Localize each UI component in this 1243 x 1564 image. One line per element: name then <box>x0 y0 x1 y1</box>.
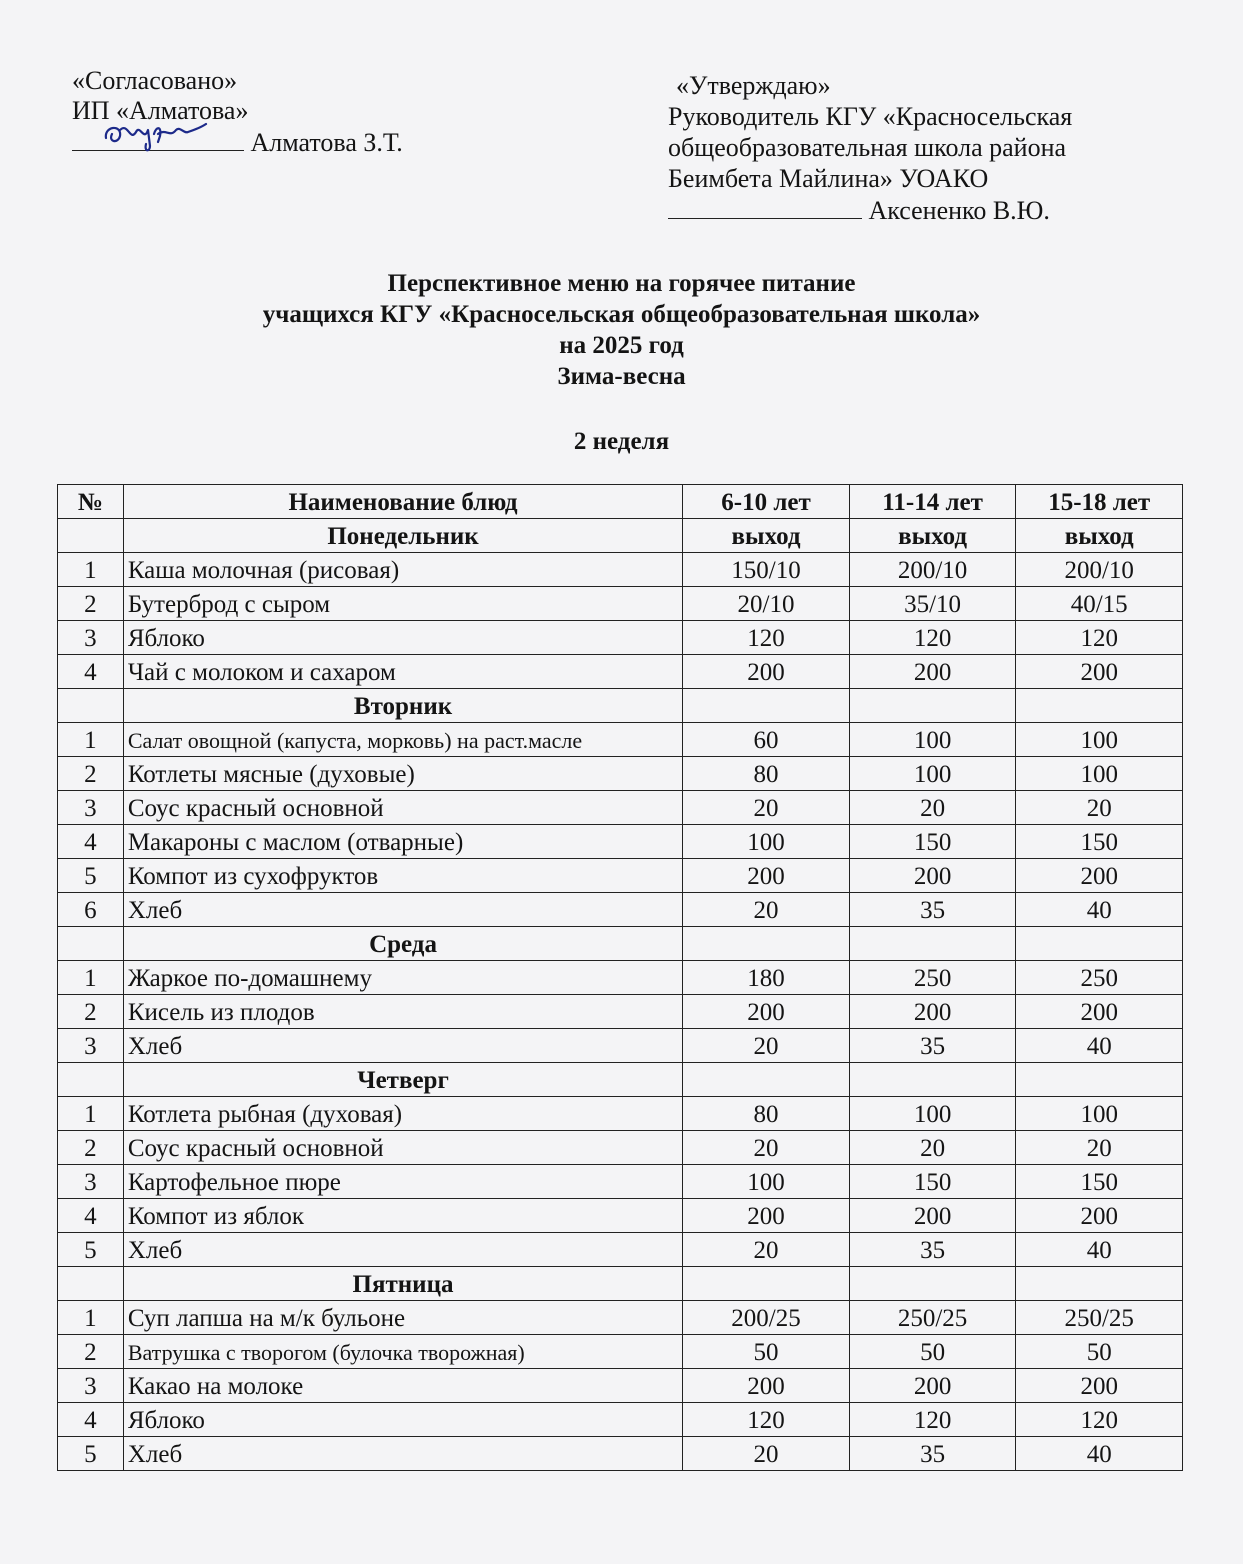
yield-6-10: 200 <box>683 859 850 893</box>
yield-15-18: 200 <box>1016 655 1183 689</box>
empty-cell <box>1016 689 1183 723</box>
yield-15-18: 250 <box>1016 961 1183 995</box>
dish-number: 3 <box>58 1029 124 1063</box>
yield-15-18: 100 <box>1016 1097 1183 1131</box>
yield-6-10: 100 <box>683 825 850 859</box>
yield-6-10: 120 <box>683 1403 850 1437</box>
yield-6-10: 150/10 <box>683 553 850 587</box>
yield-11-14: 200 <box>849 995 1016 1029</box>
approval-right-school: общеобразовательная школа района <box>668 133 1067 162</box>
empty-cell <box>849 927 1016 961</box>
table-row <box>58 893 1183 927</box>
table-row <box>58 553 1183 587</box>
signature-underline <box>72 126 244 151</box>
yield-6-10: 80 <box>683 1097 850 1131</box>
dish-name: Кисель из плодов <box>123 995 682 1029</box>
approval-block-left <box>72 66 403 158</box>
signature-underline <box>668 194 862 219</box>
yield-6-10: 80 <box>683 757 850 791</box>
dish-number: 5 <box>58 859 124 893</box>
table-row <box>58 825 1183 859</box>
dish-name: Хлеб <box>123 1029 682 1063</box>
table-row <box>58 1369 1183 1403</box>
approval-right-heading: «Утверждаю» <box>676 71 831 100</box>
table-row <box>58 1335 1183 1369</box>
table-row <box>58 1199 1183 1233</box>
empty-cell <box>683 689 850 723</box>
dish-number: 4 <box>58 1199 124 1233</box>
yield-11-14: 35/10 <box>849 587 1016 621</box>
yield-15-18: 200 <box>1016 995 1183 1029</box>
yield-15-18: 40 <box>1016 893 1183 927</box>
yield-11-14: 200 <box>849 1199 1016 1233</box>
yield-11-14: 120 <box>849 1403 1016 1437</box>
dish-number: 2 <box>58 1335 124 1369</box>
document-title <box>0 268 1243 392</box>
yield-6-10: 180 <box>683 961 850 995</box>
approval-left-org: ИП «Алматова» <box>72 96 249 125</box>
table-row <box>58 1301 1183 1335</box>
yield-15-18: 200/10 <box>1016 553 1183 587</box>
yield-11-14: 100 <box>849 723 1016 757</box>
table-row <box>58 587 1183 621</box>
yield-6-10: 20 <box>683 791 850 825</box>
header-number: № <box>58 485 124 519</box>
yield-6-10: 50 <box>683 1335 850 1369</box>
dish-name: Соус красный основной <box>123 791 682 825</box>
header-age-6-10: 6-10 лет <box>683 485 850 519</box>
table-row <box>58 1233 1183 1267</box>
yield-6-10: 20 <box>683 1437 850 1471</box>
menu-table-body <box>58 485 1183 1471</box>
day-row <box>58 519 1183 553</box>
day-row <box>58 927 1183 961</box>
header-dish-name: Наименование блюд <box>123 485 682 519</box>
empty-cell <box>1016 927 1183 961</box>
dish-name: Яблоко <box>123 621 682 655</box>
dish-number: 3 <box>58 791 124 825</box>
dish-name: Макароны с маслом (отварные) <box>123 825 682 859</box>
dish-number: 5 <box>58 1233 124 1267</box>
dish-name: Котлеты мясные (духовые) <box>123 757 682 791</box>
day-row <box>58 1267 1183 1301</box>
day-number-cell <box>58 1267 124 1301</box>
yield-6-10: 20 <box>683 1029 850 1063</box>
yield-11-14: 100 <box>849 1097 1016 1131</box>
table-row <box>58 655 1183 689</box>
yield-6-10: 20 <box>683 1233 850 1267</box>
approval-left-signature-line <box>72 126 403 158</box>
approval-right-signature-line <box>668 194 1072 226</box>
table-row <box>58 1029 1183 1063</box>
yield-6-10: 200/25 <box>683 1301 850 1335</box>
yield-11-14: 35 <box>849 893 1016 927</box>
yield-11-14: 150 <box>849 1165 1016 1199</box>
dish-number: 2 <box>58 757 124 791</box>
yield-15-18: 40 <box>1016 1029 1183 1063</box>
day-row <box>58 1063 1183 1097</box>
yield-6-10: 200 <box>683 1369 850 1403</box>
dish-name: Соус красный основной <box>123 1131 682 1165</box>
yield-15-18: 40/15 <box>1016 587 1183 621</box>
yield-6-10: 20 <box>683 1131 850 1165</box>
yield-15-18: 20 <box>1016 1131 1183 1165</box>
table-row <box>58 1097 1183 1131</box>
handwritten-signature-icon <box>100 112 210 156</box>
empty-cell <box>683 1063 850 1097</box>
dish-number: 4 <box>58 1403 124 1437</box>
header-age-15-18: 15-18 лет <box>1016 485 1183 519</box>
empty-cell <box>849 689 1016 723</box>
dish-number: 2 <box>58 1131 124 1165</box>
day-number-cell <box>58 689 124 723</box>
approval-right-signer: Аксененко В.Ю. <box>868 196 1050 225</box>
approval-right-position: Руководитель КГУ «Красносельская <box>668 102 1073 131</box>
dish-name: Салат овощной (капуста, морковь) на раст.масле <box>123 723 682 757</box>
yield-15-18: 200 <box>1016 1199 1183 1233</box>
table-row <box>58 1131 1183 1165</box>
dish-number: 1 <box>58 961 124 995</box>
day-name: Среда <box>123 927 682 961</box>
yield-15-18: 40 <box>1016 1233 1183 1267</box>
table-row <box>58 621 1183 655</box>
yield-11-14: 150 <box>849 825 1016 859</box>
table-row <box>58 859 1183 893</box>
yield-6-10: 200 <box>683 1199 850 1233</box>
dish-name: Картофельное пюре <box>123 1165 682 1199</box>
dish-name: Компот из сухофруктов <box>123 859 682 893</box>
table-row <box>58 1403 1183 1437</box>
title-line-3: на 2025 год <box>559 332 684 359</box>
yield-15-18: 200 <box>1016 1369 1183 1403</box>
dish-name: Жаркое по-домашнему <box>123 961 682 995</box>
dish-number: 3 <box>58 621 124 655</box>
dish-number: 1 <box>58 723 124 757</box>
dish-number: 2 <box>58 995 124 1029</box>
dish-name: Суп лапша на м/к бульоне <box>123 1301 682 1335</box>
yield-15-18: 250/25 <box>1016 1301 1183 1335</box>
yield-15-18: 20 <box>1016 791 1183 825</box>
day-row <box>58 689 1183 723</box>
dish-name: Какао на молоке <box>123 1369 682 1403</box>
dish-number: 1 <box>58 1097 124 1131</box>
dish-name: Бутерброд с сыром <box>123 587 682 621</box>
dish-name: Котлета рыбная (духовая) <box>123 1097 682 1131</box>
table-row <box>58 723 1183 757</box>
yield-15-18: 120 <box>1016 1403 1183 1437</box>
dish-name: Хлеб <box>123 1437 682 1471</box>
yield-11-14: 50 <box>849 1335 1016 1369</box>
yield-11-14: 200 <box>849 859 1016 893</box>
approval-right-district: Беимбета Майлина» УОАКО <box>668 164 989 193</box>
title-line-1: Перспективное меню на горячее питание <box>387 270 856 297</box>
day-name: Вторник <box>123 689 682 723</box>
yield-11-14: 250 <box>849 961 1016 995</box>
yield-11-14: 20 <box>849 791 1016 825</box>
yield-6-10: 60 <box>683 723 850 757</box>
approval-left-signer: Алматова З.Т. <box>250 128 403 157</box>
day-name: Пятница <box>123 1267 682 1301</box>
dish-name: Хлеб <box>123 893 682 927</box>
dish-name: Каша молочная (рисовая) <box>123 553 682 587</box>
dish-number: 1 <box>58 553 124 587</box>
yield-11-14: 20 <box>849 1131 1016 1165</box>
yield-15-18: 120 <box>1016 621 1183 655</box>
header-age-11-14: 11-14 лет <box>849 485 1016 519</box>
yield-6-10: 200 <box>683 655 850 689</box>
yield-11-14: 35 <box>849 1029 1016 1063</box>
dish-number: 4 <box>58 655 124 689</box>
menu-table <box>57 484 1183 1471</box>
yield-11-14: 35 <box>849 1437 1016 1471</box>
yield-11-14: 35 <box>849 1233 1016 1267</box>
yield-6-10: 200 <box>683 995 850 1029</box>
empty-cell <box>849 1267 1016 1301</box>
yield-6-10: 120 <box>683 621 850 655</box>
day-name: Понедельник <box>123 519 682 553</box>
yield-15-18: 40 <box>1016 1437 1183 1471</box>
table-header-row <box>58 485 1183 519</box>
yield-6-10: 20/10 <box>683 587 850 621</box>
day-name: Четверг <box>123 1063 682 1097</box>
yield-6-10: 100 <box>683 1165 850 1199</box>
dish-name: Компот из яблок <box>123 1199 682 1233</box>
yield-11-14: 250/25 <box>849 1301 1016 1335</box>
dish-number: 6 <box>58 893 124 927</box>
approval-block-right <box>668 70 1072 226</box>
day-number-cell <box>58 1063 124 1097</box>
header-yield: выход <box>683 519 850 553</box>
title-line-2: учащихся КГУ «Красносельская общеобразовательная школа» <box>262 301 981 328</box>
table-row <box>58 1165 1183 1199</box>
day-number-cell <box>58 519 124 553</box>
header-yield: выход <box>1016 519 1183 553</box>
dish-name: Ватрушка с творогом (булочка творожная) <box>123 1335 682 1369</box>
dish-name: Яблоко <box>123 1403 682 1437</box>
table-row <box>58 791 1183 825</box>
week-label: 2 неделя <box>573 428 670 455</box>
dish-number: 3 <box>58 1165 124 1199</box>
empty-cell <box>1016 1063 1183 1097</box>
dish-name: Чай с молоком и сахаром <box>123 655 682 689</box>
empty-cell <box>849 1063 1016 1097</box>
empty-cell <box>1016 1267 1183 1301</box>
yield-15-18: 100 <box>1016 723 1183 757</box>
yield-11-14: 100 <box>849 757 1016 791</box>
empty-cell <box>683 1267 850 1301</box>
header-yield: выход <box>849 519 1016 553</box>
approval-left-heading: «Согласовано» <box>72 66 238 95</box>
dish-name: Хлеб <box>123 1233 682 1267</box>
dish-number: 1 <box>58 1301 124 1335</box>
dish-number: 3 <box>58 1369 124 1403</box>
dish-number: 4 <box>58 825 124 859</box>
yield-15-18: 150 <box>1016 1165 1183 1199</box>
table-row <box>58 1437 1183 1471</box>
yield-15-18: 200 <box>1016 859 1183 893</box>
empty-cell <box>683 927 850 961</box>
yield-11-14: 200 <box>849 1369 1016 1403</box>
day-number-cell <box>58 927 124 961</box>
yield-15-18: 150 <box>1016 825 1183 859</box>
dish-number: 5 <box>58 1437 124 1471</box>
title-line-4: Зима-весна <box>557 363 686 390</box>
yield-11-14: 120 <box>849 621 1016 655</box>
yield-15-18: 50 <box>1016 1335 1183 1369</box>
table-row <box>58 961 1183 995</box>
yield-11-14: 200/10 <box>849 553 1016 587</box>
yield-6-10: 20 <box>683 893 850 927</box>
table-row <box>58 757 1183 791</box>
dish-number: 2 <box>58 587 124 621</box>
yield-15-18: 100 <box>1016 757 1183 791</box>
table-row <box>58 995 1183 1029</box>
yield-11-14: 200 <box>849 655 1016 689</box>
